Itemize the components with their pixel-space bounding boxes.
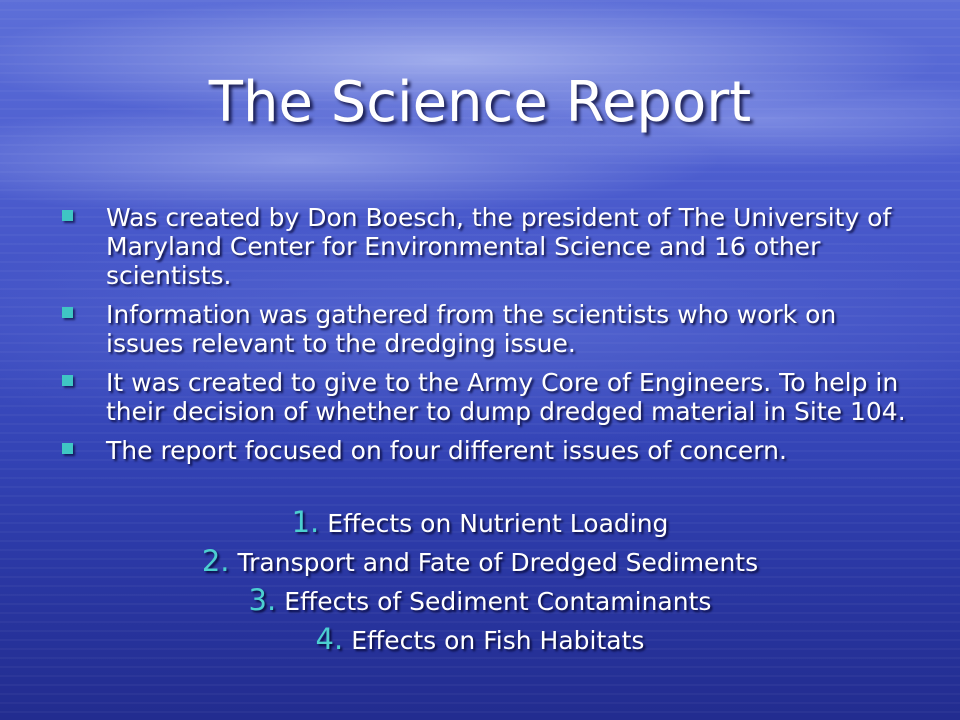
number-label: 3. (248, 583, 277, 617)
number-label: 2. (201, 544, 230, 578)
numbered-text: Transport and Fate of Dredged Sediments (237, 548, 759, 577)
square-bullet-icon (62, 210, 73, 221)
bullet-text: Was created by Don Boesch, the president of The University of Maryland Center for Environmental Science and 16 other scientists. (106, 203, 892, 290)
slide-title: The Science Report (208, 70, 752, 135)
numbered-item (0, 503, 960, 542)
numbered-item (0, 581, 960, 620)
bullet-text: The report focused on four different issues of concern. (106, 436, 787, 465)
square-bullet-icon (62, 307, 73, 318)
numbered-item (0, 620, 960, 659)
bullet-text: It was created to give to the Army Core of Engineers. To help in their decision of whether to dump dredged material in Site 104. (106, 368, 906, 426)
bullet-list (58, 203, 918, 475)
numbered-text: Effects on Fish Habitats (351, 626, 645, 655)
bullet-item (58, 368, 918, 426)
numbered-item (0, 542, 960, 581)
number-label: 4. (315, 622, 344, 656)
numbered-list (0, 503, 960, 659)
square-bullet-icon (62, 443, 73, 454)
numbered-text: Effects on Nutrient Loading (327, 509, 669, 538)
bullet-item (58, 203, 918, 290)
numbered-text: Effects of Sediment Contaminants (284, 587, 712, 616)
bullet-text: Information was gathered from the scientists who work on issues relevant to the dredging issue. (106, 300, 837, 358)
bullet-item (58, 300, 918, 358)
bullet-item (58, 436, 918, 465)
square-bullet-icon (62, 375, 73, 386)
number-label: 1. (291, 505, 320, 539)
